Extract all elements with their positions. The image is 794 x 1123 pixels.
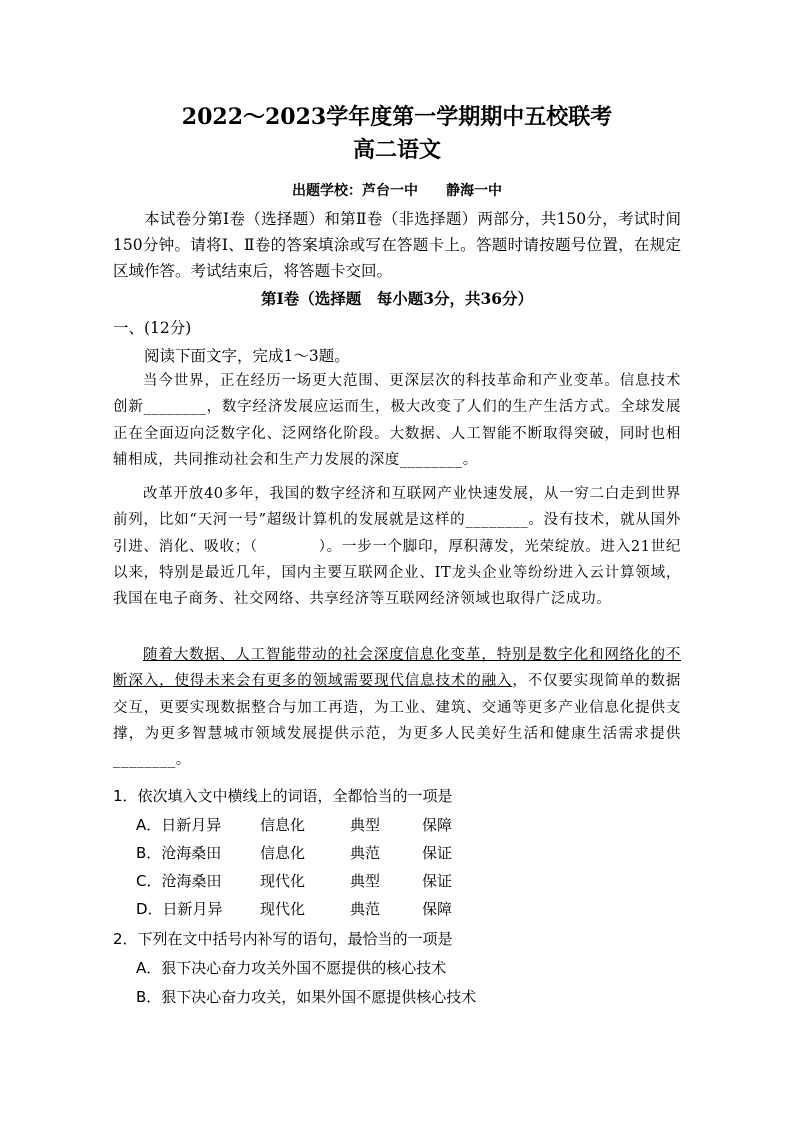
option-cell: 保障 (422, 816, 453, 834)
passage-paragraph-2: 改革开放40多年，我国的数字经济和互联网产业快速发展，从一穷二白走到世界前列，比如“天河一号”超级计算机的发展就是这样的________。没有技术，就从国外引进、消化、吸收；（ ）。一步一个脚印，厚积薄发，光荣绽放。进入21世纪以来，特别是最近几年，国内主要互联网企业、IT龙头企业等纷纷进入云计算领域，我国在电子商务、社交网络、共享经济等互联网经济领域也取得广泛成功。 (113, 486, 681, 608)
question-1-option-a (136, 815, 452, 835)
option-cell: 典范 (350, 900, 381, 918)
option-cell: 保证 (422, 844, 453, 862)
option-cell: A．日新月异 (136, 816, 222, 834)
option-cell: 现代化 (260, 900, 306, 918)
option-cell: 典型 (350, 872, 381, 890)
option-cell: 现代化 (260, 872, 306, 890)
question-1-option-d (136, 899, 452, 919)
option-cell: 信息化 (260, 844, 306, 862)
question-2-option-b: B．狠下决心奋力攻关，如果外国不愿提供核心技术 (136, 988, 477, 1006)
passage-paragraph-1: 当今世界，正在经历一场更大范围、更深层次的科技革命和产业变革。信息技术创新________，数字经济发展应运而生，极大改变了人们的生产生活方式。全球发展正在全面迈向泛数字化、泛网络化阶段。大数据、人工智能不断取得突破，同时也相辅相成，共同推动社会和生产力发展的深度________。 (113, 373, 681, 468)
exam-title: 2022～2023学年度第一学期期中五校联考 (181, 104, 613, 130)
question-1-option-c (136, 871, 452, 891)
exam-instructions: 本试卷分第Ⅰ卷（选择题）和第Ⅱ卷（非选择题）两部分，共150分，考试时间150分钟。请将Ⅰ、Ⅱ卷的答案填涂或写在答题卡上。答题时请按题号位置，在规定区域作答。考试结束后，将答题卡交回。 (113, 210, 681, 280)
question-1-stem: 1．依次填入文中横线上的词语，全都恰当的一项是 (113, 787, 453, 805)
option-cell: 典型 (350, 816, 381, 834)
option-cell: 保障 (422, 900, 453, 918)
question-2-stem: 2．下列在文中括号内补写的语句，最恰当的一项是 (113, 930, 453, 948)
section-heading: 一、(12分) (113, 319, 192, 337)
option-cell: D．日新月异 (136, 900, 223, 918)
option-cell: B．沧海桑田 (136, 844, 222, 862)
reading-instruction: 阅读下面文字，完成1～3题。 (144, 347, 350, 365)
source-schools: 出题学校：芦台一中 静海一中 (292, 183, 502, 199)
volume-heading: 第Ⅰ卷（选择题 每小题3分，共36分） (260, 289, 534, 308)
underlined-sentence: 随着大数据、人工智能带动的社会深度信息化变革，特别是数字化和网络化的不断深入，使得未来会有更多的领域需要现代信息技术的融入 (113, 647, 681, 690)
option-cell: 信息化 (260, 816, 306, 834)
option-cell: 保证 (422, 872, 453, 890)
paragraph-3-rest: ，不仅要实现简单的数据交互，更要实现数据整合与加工再造，为工业、建筑、交通等更多产业信息化提供支撑，为更多智慧城市领域发展提供示范，为更多人民美好生活和健康生活需求提供________。 (113, 673, 681, 769)
subject-title: 高二语文 (352, 137, 441, 163)
passage-paragraph-3 (113, 642, 681, 773)
question-2-option-a: A．狠下决心奋力攻关外国不愿提供的核心技术 (136, 959, 447, 977)
option-cell: 典范 (350, 844, 381, 862)
option-cell: C．沧海桑田 (136, 872, 222, 890)
question-1-option-b (136, 843, 452, 863)
